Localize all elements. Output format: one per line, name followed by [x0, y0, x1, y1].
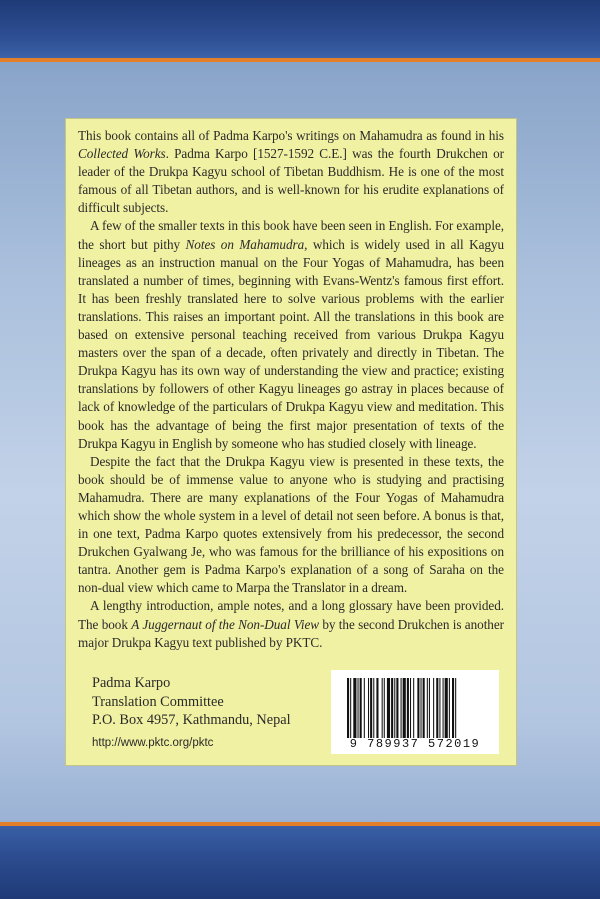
barcode-bar [401, 678, 402, 738]
publisher-block [92, 674, 291, 749]
top-band [0, 0, 600, 58]
blurb-p2-text-b: , which is widely used in all Kagyu lineages as an instruction manual on the Four Yogas of Mahamudra, has been translated a number of times, beginning with Evans-Wentz's famous first effort. It has been freshly translated here to solve various problems with the earlier translations. This raises an important point. All the translations in this book are based on extensive personal teaching received from various Drukpa Kagyu masters over the span of a decade, often privately and directly in Tibetan. The Drukpa Kagyu has its own way of understanding the view and practice; existing translations by followers of other Kagyu lineages go astray in places because of lack of knowledge of the particulars of Drukpa Kagyu view and meditation. This book has the advantage of being the first major presentation of texts of the Drukpa Kagyu in English by someone who has studied closely with lineage. [78, 236, 505, 451]
barcode-bar [394, 678, 395, 738]
barcode-bar [443, 678, 444, 738]
publisher-committee: Translation Committee [92, 693, 224, 710]
barcode-bar [452, 678, 454, 738]
publisher-url[interactable]: http://www.pktc.org/pktc [92, 736, 214, 749]
top-orange-stripe [0, 58, 600, 62]
barcode-bar [403, 678, 406, 738]
publisher-address [92, 674, 291, 730]
barcode-bar [417, 678, 419, 738]
isbn-number: 9 789937 572019 [349, 737, 481, 751]
barcode-bar [358, 678, 359, 738]
barcode-bar [353, 678, 356, 738]
publisher-po-box: P.O. Box 4957, Kathmandu, Nepal [92, 712, 291, 728]
barcode-bar [421, 678, 422, 738]
barcode-bar [360, 678, 362, 738]
barcode-bar [347, 678, 349, 738]
title-notes-on-mahamudra: Notes on Mahamudra [185, 236, 305, 252]
barcode-bar [445, 678, 448, 738]
blurb-p1-text-a: This book contains all of Padma Karpo's writings on Mahamudra as found in his [78, 128, 504, 143]
barcode-bar [396, 678, 398, 738]
blurb-p2-text-a: A few of the smaller texts in this book have been seen in English. For example, the short but pithy [78, 218, 504, 252]
barcode-bar [423, 678, 425, 738]
title-juggernaut: A Juggernaut of the Non-Dual View [131, 616, 320, 632]
barcode-bar [391, 678, 393, 738]
barcode-bar [449, 678, 450, 738]
barcode-bar [364, 678, 365, 738]
bottom-band [0, 826, 600, 899]
barcode-bar [387, 678, 390, 738]
blurb-p4-text-b: by the second Drukchen is another major Drukpa Kagyu text published by PKTC. [78, 616, 504, 650]
blurb-p4-text-a: A lengthy introduction, ample notes, and a long glossary have been provided. The book [78, 598, 504, 632]
barcode-bar [368, 678, 369, 738]
barcode-bar [370, 678, 372, 738]
barcode-bar [407, 678, 409, 738]
barcode-bar [382, 678, 383, 738]
barcode-bar [455, 678, 456, 738]
barcode-bar [439, 678, 440, 738]
blurb-text [78, 127, 504, 652]
barcode-bar [427, 678, 428, 738]
isbn-barcode [331, 670, 499, 754]
barcode-bar [436, 678, 438, 738]
blurb-paragraph-4 [78, 597, 504, 651]
back-cover-panel [65, 118, 517, 766]
barcode-bar [413, 678, 414, 738]
title-collected-works: Collected Works [78, 146, 166, 162]
barcode-bar [410, 678, 411, 738]
barcode-bar [376, 678, 378, 738]
barcode-bars [347, 678, 485, 738]
blurb-p1-text-b: . Padma Karpo [1527-1592 C.E.] was the fourth Drukchen or leader of the Drukpa Kagyu school of Tibetan Buddhism. He is one of the most famous of all Tibetan authors, and is well-known for his erudite explanations of difficult subjects. [78, 146, 504, 216]
barcode-bar [433, 678, 434, 738]
barcode-bar [429, 678, 430, 738]
blurb-paragraph-1 [78, 127, 504, 217]
blurb-paragraph-3: Despite the fact that the Drukpa Kagyu view is presented in these texts, the book should be of immense value to anyone who is studying and practising Mahamudra. There are many explanations of the Four Yogas of Mahamudra which show the whole system in a level of detail not seen before. A bonus is that, in one text, Padma Karpo quotes extensively from his predecessor, the second Drukchen Gyalwang Je, who was famous for the brilliance of his expositions on tantra. Another gem is Padma Karpo's explanation of a song of Saraha on the non-dual view which came to Marpa the Translator in a dream. [78, 453, 504, 596]
publisher-name: Padma Karpo [92, 675, 171, 691]
barcode-bar [384, 678, 385, 738]
barcode-bar [350, 678, 351, 738]
blurb-paragraph-2 [78, 217, 504, 452]
barcode-bar [373, 678, 374, 738]
